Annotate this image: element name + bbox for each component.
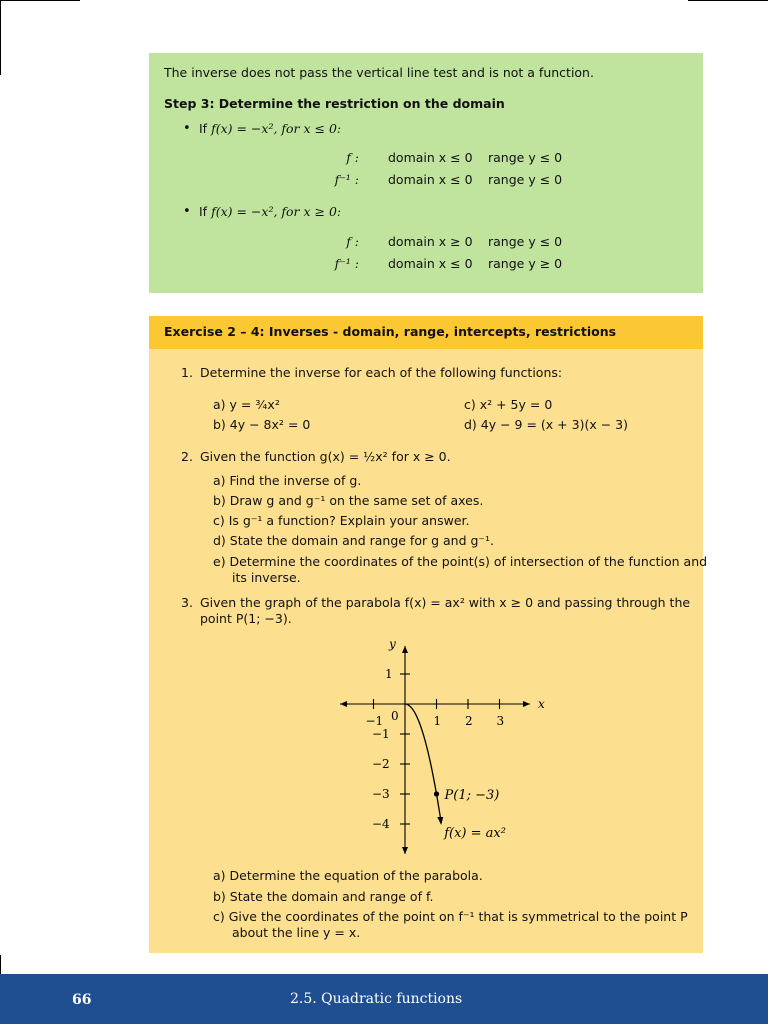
page-number: 66 [72, 992, 92, 1008]
q2-part-b: b) Draw g and g⁻¹ on the same set of axes. [213, 493, 484, 508]
q3-text-line2: point P(1; −3). [200, 611, 292, 626]
case1-lead: If [199, 121, 208, 136]
q1-part-c: c) x² + 5y = 0 [464, 397, 553, 412]
point-p-label: P(1; −3) [444, 788, 500, 803]
case2-function: f(x) = −x², for x ≥ 0: [211, 204, 342, 219]
case2-row1-range: range y ≤ 0 [488, 234, 563, 249]
q3-part-a: a) Determine the equation of the parabola. [213, 868, 483, 883]
y-axis-arrow-down [402, 847, 408, 854]
y-axis-label: y [389, 637, 396, 651]
q2-part-e-line1: e) Determine the coordinates of the point(s) of intersection of the function and [213, 554, 708, 569]
q1-part-d: d) 4y − 9 = (x + 3)(x − 3) [464, 417, 628, 432]
graph-axes [340, 646, 530, 854]
intro-text: The inverse does not pass the vertical line test and is not a function. [164, 65, 594, 80]
bullet-icon: • [183, 204, 191, 219]
case1-row2-name: f⁻¹ : [334, 172, 359, 187]
origin-label: 0 [391, 709, 399, 723]
case1-row2-domain: domain x ≤ 0 [388, 172, 473, 187]
x-axis-arrow-left [340, 701, 347, 707]
x-tick-label: 3 [496, 714, 505, 728]
q2-text: Given the function g(x) = ½x² for x ≥ 0. [200, 449, 451, 464]
q3-text-line1: Given the graph of the parabola f(x) = ax² with x ≥ 0 and passing through the [200, 595, 691, 610]
y-tick-label: −2 [372, 757, 390, 771]
y-tick-label: −4 [372, 817, 390, 831]
point-p-marker [434, 791, 439, 796]
case2-row2-name: f⁻¹ : [334, 256, 359, 271]
section-title: 2.5. Quadratic functions [290, 991, 463, 1007]
step-title: Step 3: Determine the restriction on the domain [164, 96, 505, 111]
x-axis-arrow-right [523, 701, 530, 707]
y-axis-arrow-up [402, 646, 408, 653]
exercise-title: Exercise 2 – 4: Inverses - domain, range, intercepts, restrictions [164, 324, 617, 339]
q2-part-a: a) Find the inverse of g. [213, 473, 362, 488]
bullet-icon: • [183, 121, 191, 136]
q3-part-c-line2: about the line y = x. [232, 925, 361, 940]
case1-row1-name: f : [346, 150, 359, 165]
y-tick-label: −3 [372, 787, 390, 801]
case1-row1-domain: domain x ≤ 0 [388, 150, 473, 165]
worked-example-box [149, 53, 703, 293]
case1-row1-range: range y ≤ 0 [488, 150, 563, 165]
x-axis-label: x [538, 697, 545, 711]
y-tick-label: −1 [372, 727, 390, 741]
x-tick-label: 2 [465, 714, 473, 728]
graph-ticks [366, 667, 505, 831]
crop-mark [0, 0, 80, 1]
q1-part-a: a) y = ³⁄₄x² [213, 397, 280, 412]
x-tick-label: −1 [365, 714, 384, 728]
q2-part-c: c) Is g⁻¹ a function? Explain your answer. [213, 513, 470, 528]
x-tick-label: 1 [433, 714, 442, 728]
case2-row2-domain: domain x ≤ 0 [388, 256, 473, 271]
q3-number: 3. [181, 595, 193, 610]
crop-mark [688, 0, 768, 1]
q2-number: 2. [181, 449, 193, 464]
crop-mark [0, 0, 1, 75]
case2-row1-domain: domain x ≥ 0 [388, 234, 473, 249]
case1-row2-range: range y ≤ 0 [488, 172, 563, 187]
case2-lead: If [199, 204, 208, 219]
page-footer [0, 974, 768, 1024]
curve-label: f(x) = ax² [444, 826, 506, 842]
q1-part-b: b) 4y − 8x² = 0 [213, 417, 311, 432]
y-tick-label: 1 [385, 667, 393, 681]
case2-row1-name: f : [346, 234, 359, 249]
q2-part-d: d) State the domain and range for g and g⁻¹. [213, 533, 495, 548]
q2-part-e-line2: its inverse. [232, 570, 301, 585]
q3-part-c-line1: c) Give the coordinates of the point on f⁻¹ that is symmetrical to the point P [213, 909, 688, 924]
crop-mark [0, 955, 1, 975]
q1-number: 1. [181, 365, 193, 380]
q1-text: Determine the inverse for each of the following functions: [200, 365, 563, 380]
exercise-header [149, 316, 703, 349]
case1-function: f(x) = −x², for x ≤ 0: [211, 121, 342, 136]
q3-part-b: b) State the domain and range of f. [213, 889, 434, 904]
parabola-graph [330, 630, 560, 860]
case2-row2-range: range y ≥ 0 [488, 256, 563, 271]
